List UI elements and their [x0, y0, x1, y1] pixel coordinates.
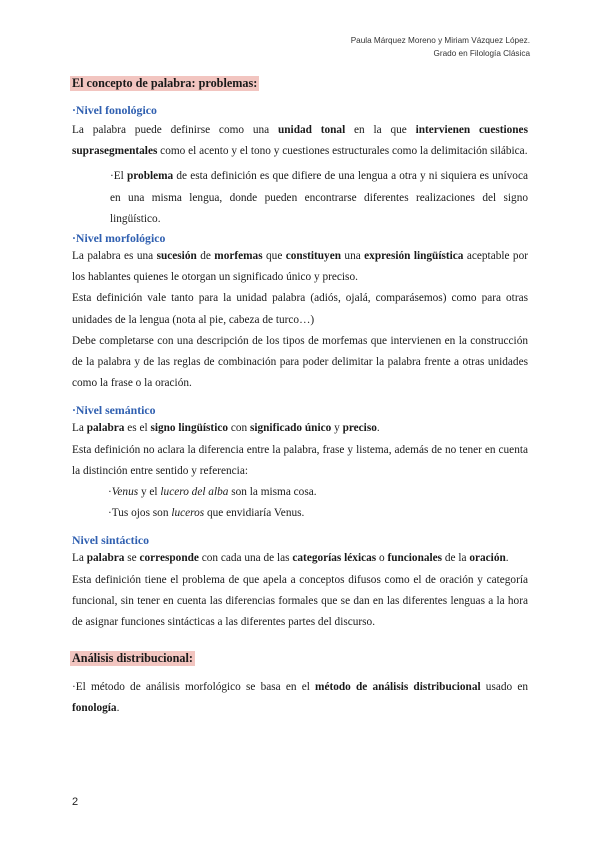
paragraph-fonologico-def: La palabra puede definirse como una unidad tonal en la que intervienen cuestiones suprasegmentales como el acento y el tono y cuestiones estructurales como la delimitación silábica. [72, 124, 528, 158]
header-degree: Grado en Filología Clásica [433, 49, 530, 58]
paragraph-morfologico-def: La palabra es una sucesión de morfemas que constituyen una expresión lingüística aceptable por los hablantes quienes le otorgan un significado único y preciso. [72, 250, 528, 284]
section-title-concepto: El concepto de palabra: problemas: [72, 76, 258, 90]
paragraph-semantico-problema: Esta definición no aclara la diferencia entre la palabra, frase y listema, además de no tener en cuenta la distinción entre sentido y referencia: [72, 443, 528, 477]
example-venus: ·Venus y el lucero del alba son la misma cosa. [108, 486, 317, 499]
paragraph-distribucional: ·El método de análisis morfológico se basa en el método de análisis distribucional usado en fonología. [72, 681, 528, 715]
header-authors: Paula Márquez Moreno y Miriam Vázquez López. [350, 36, 530, 45]
paragraph-sintactico-def: La palabra se corresponde con cada una de las categorías léxicas o funcionales de la oración. [72, 552, 509, 565]
paragraph-fonologico-problema: ·El problema de esta definición es que difiere de una lengua a otra y ni siquiera es unívoca en una misma lengua, donde pueden encontrarse diferentes realizaciones del signo lingüístico. [110, 170, 528, 225]
paragraph-sintactico-problema: Esta definición tiene el problema de que apela a conceptos difusos como el de oración y categoría funcional, sin tener en cuenta las diferencias formales que se dan en las diferentes lenguas a la hora de asignar funciones sintácticas a las diferentes partes del discurso. [72, 573, 528, 629]
subheading-semantico: ·Nivel semántico [72, 403, 156, 418]
paragraph-morfologico-completar: Debe completarse con una descripción de los tipos de morfemas que intervienen en la construcción de la palabra y de las reglas de combinación para poder delimitar la palabra frente a otras unidades como la frase o la oración. [72, 334, 528, 390]
subheading-morfologico: ·Nivel morfológico [72, 231, 166, 246]
paragraph-morfologico-ejemplos: Esta definición vale tanto para la unidad palabra (adiós, ojalá, comparásemos) como para otras unidades de la lengua (nota al pie, cabeza de turco…) [72, 292, 528, 326]
section-title-distribucional: Análisis distribucional: [72, 651, 193, 666]
document-body [72, 70, 528, 720]
subheading-sintactico: Nivel sintáctico [72, 533, 149, 548]
page-number: 2 [72, 796, 79, 808]
paragraph-semantico-def: La palabra es el signo lingüístico con significado único y preciso. [72, 422, 380, 435]
subheading-fonologico: ·Nivel fonológico [72, 103, 157, 117]
example-luceros: ·Tus ojos son luceros que envidiaría Venus. [108, 507, 305, 520]
page-header [351, 34, 530, 60]
